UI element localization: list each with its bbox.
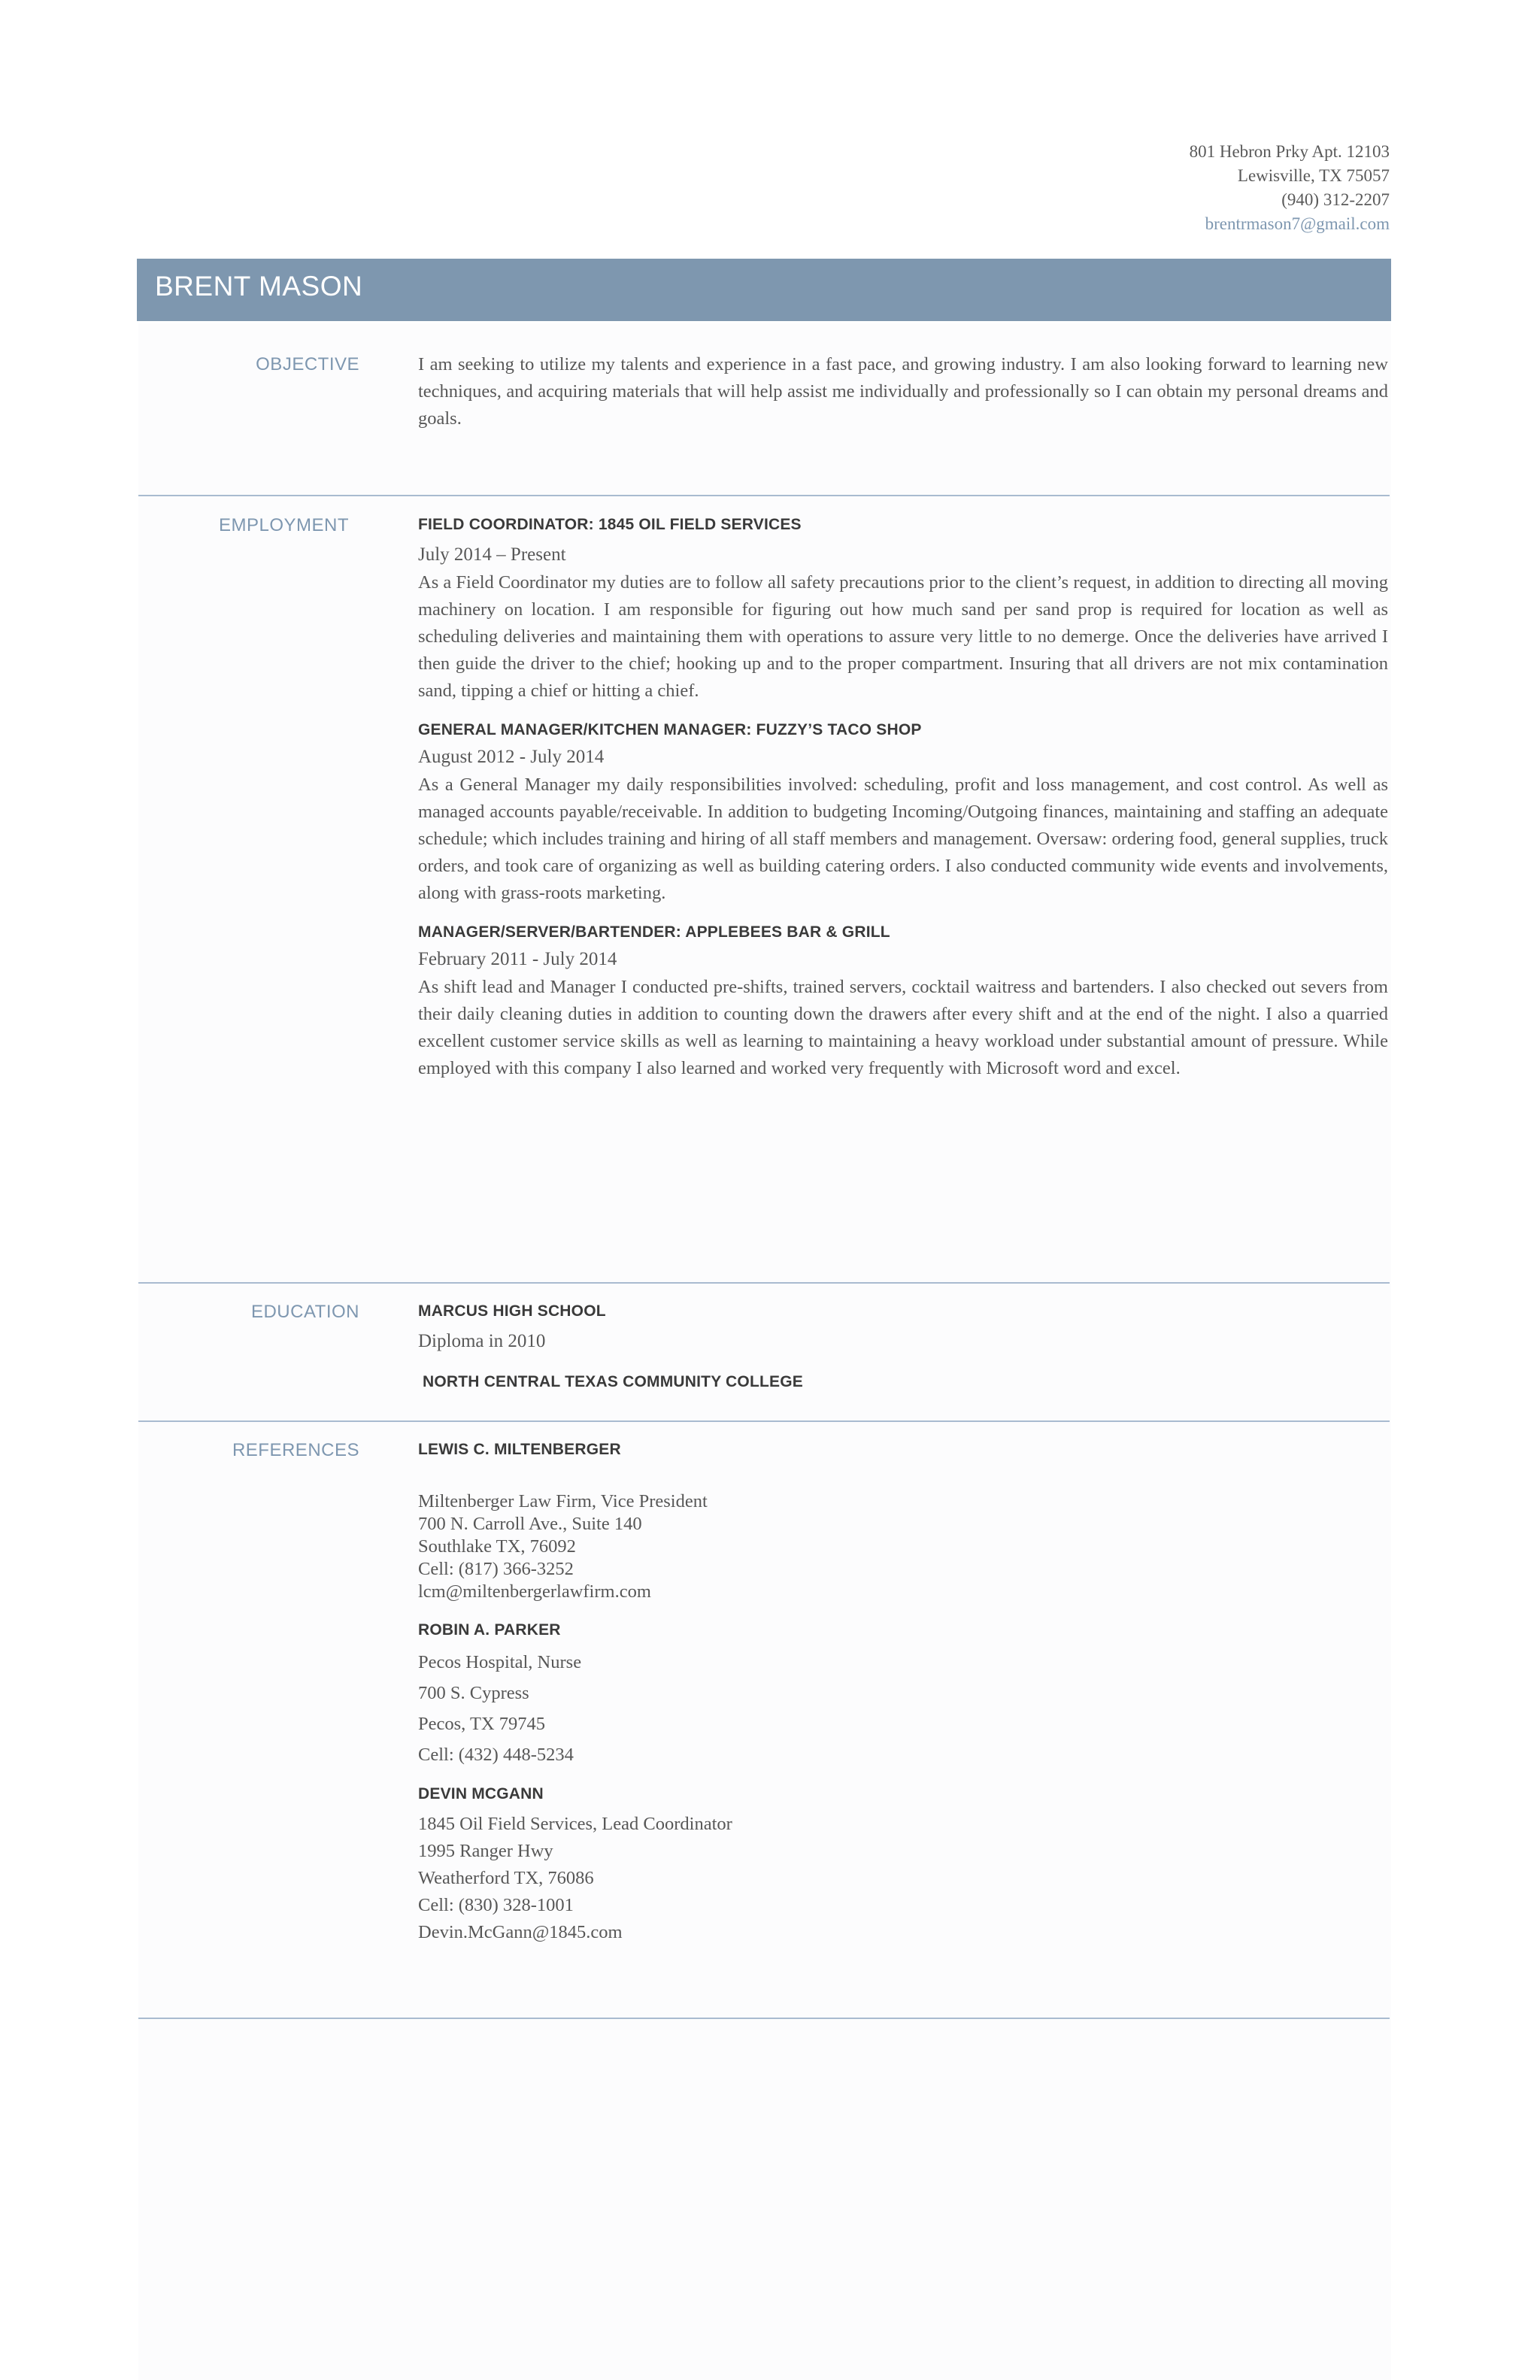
school-name: NORTH CENTRAL TEXAS COMMUNITY COLLEGE (423, 1373, 803, 1390)
job-title: GENERAL MANAGER/KITCHEN MANAGER: FUZZY’S TACO SHOP (418, 721, 922, 738)
objective-text: I am seeking to utilize my talents and experience in a fast pace, and growing industry. I am also looking forward to learning new techniques, and acquiring materials that will help assist me individually and professionally so I can obtain my personal dreams and goals. (418, 354, 1388, 429)
job-entry (418, 721, 1388, 907)
reference-details (418, 1490, 1388, 1603)
section-label-objective: OBJECTIVE (256, 354, 359, 374)
job-dates: February 2011 - July 2014 (418, 949, 617, 969)
address-line-1: 801 Hebron Prky Apt. 12103 (1189, 142, 1390, 161)
reference-line: Weatherford TX, 76086 (418, 1868, 594, 1888)
job-title: FIELD COORDINATOR: 1845 OIL FIELD SERVICES (418, 516, 802, 533)
section-divider (138, 1420, 1390, 1422)
reference-line: Devin.McGann@1845.com (418, 1922, 623, 1942)
reference-entry (418, 1441, 1388, 1603)
phone-number: (940) 312-2207 (1281, 190, 1390, 209)
reference-line: 700 S. Cypress (418, 1683, 529, 1703)
reference-line: Cell: (817) 366-3252 (418, 1559, 574, 1579)
reference-entry (418, 1621, 1388, 1770)
job-dates: August 2012 - July 2014 (418, 747, 605, 767)
section-label-references: REFERENCES (232, 1440, 359, 1460)
reference-line: 1845 Oil Field Services, Lead Coordinator (418, 1814, 732, 1834)
contact-block (1190, 140, 1390, 236)
school-detail: Diploma in 2010 (418, 1331, 546, 1351)
job-description: As a Field Coordinator my duties are to follow all safety precautions prior to the client’s request, in addition to directing all moving machinery on location. I am responsible for figuring out how much sand per sand prop is required for location as well as scheduling deliveries and maintaining them with operations to assure very little to no demerge. Once the deliveries have arrived I then guide the driver to the chief; hooking up and to the proper compartment. Insuring that all drivers are not mix contamination sand, tipping a chief or hitting a chief. (418, 572, 1388, 701)
address-line-2: Lewisville, TX 75057 (1237, 166, 1390, 185)
references-section (418, 1441, 1388, 1946)
job-description: As a General Manager my daily responsibilities involved: scheduling, profit and loss management, and cost control. As well as managed accounts payable/receivable. In addition to budgeting Incoming/Outgoing finances, maintaining and staffing an adequate schedule; which includes training and hiring of all staff members and management. Oversaw: ordering food, general supplies, truck orders, and took care of organizing as well as building catering orders. I also conducted community wide events and involvements, along with grass-roots marketing. (418, 775, 1388, 903)
reference-name: DEVIN MCGANN (418, 1785, 544, 1802)
reference-line: lcm@miltenbergerlawfirm.com (418, 1581, 651, 1602)
reference-line: Miltenberger Law Firm, Vice President (418, 1491, 708, 1511)
section-divider (138, 495, 1390, 496)
objective-section (418, 351, 1388, 432)
section-label-education: EDUCATION (250, 1302, 359, 1322)
email-address[interactable]: brentrmason7@gmail.com (1205, 214, 1390, 233)
job-dates: July 2014 – Present (418, 544, 566, 565)
section-label-employment: EMPLOYMENT (218, 515, 349, 535)
reference-line: 700 N. Carroll Ave., Suite 140 (418, 1514, 642, 1534)
section-divider (138, 1282, 1390, 1284)
education-section (418, 1302, 1388, 1391)
job-description: As shift lead and Manager I conducted pre-shifts, trained servers, cocktail waitress and bartenders. I also checked out severs from their daily cleaning duties in addition to counting down the drawers after every shift and at the end of the night. I also a quarried excellent customer service skills as well as learning to maintaining a heavy workload under substantial amount of pressure. While employed with this company I also learned and worked very frequently with Microsoft word and excel. (418, 977, 1388, 1078)
reference-line: Cell: (830) 328-1001 (418, 1895, 574, 1915)
reference-name: LEWIS C. MILTENBERGER (418, 1441, 621, 1458)
reference-line: 1995 Ranger Hwy (418, 1841, 553, 1861)
reference-line: Pecos Hospital, Nurse (418, 1652, 582, 1672)
school-name: MARCUS HIGH SCHOOL (418, 1302, 606, 1320)
job-entry (418, 516, 1388, 705)
candidate-name: BRENT MASON (155, 271, 363, 302)
employment-section (418, 516, 1388, 1082)
reference-line: Pecos, TX 79745 (418, 1714, 545, 1734)
job-title: MANAGER/SERVER/BARTENDER: APPLEBEES BAR & GRILL (418, 923, 890, 941)
section-divider (138, 2018, 1390, 2019)
reference-name: ROBIN A. PARKER (418, 1621, 561, 1639)
name-banner (137, 259, 1391, 321)
reference-line: Southlake TX, 76092 (418, 1536, 576, 1557)
reference-details (418, 1647, 1388, 1770)
reference-entry (418, 1785, 1388, 1946)
job-entry (418, 923, 1388, 1082)
reference-line: Cell: (432) 448-5234 (418, 1745, 574, 1765)
reference-details (418, 1811, 1388, 1946)
